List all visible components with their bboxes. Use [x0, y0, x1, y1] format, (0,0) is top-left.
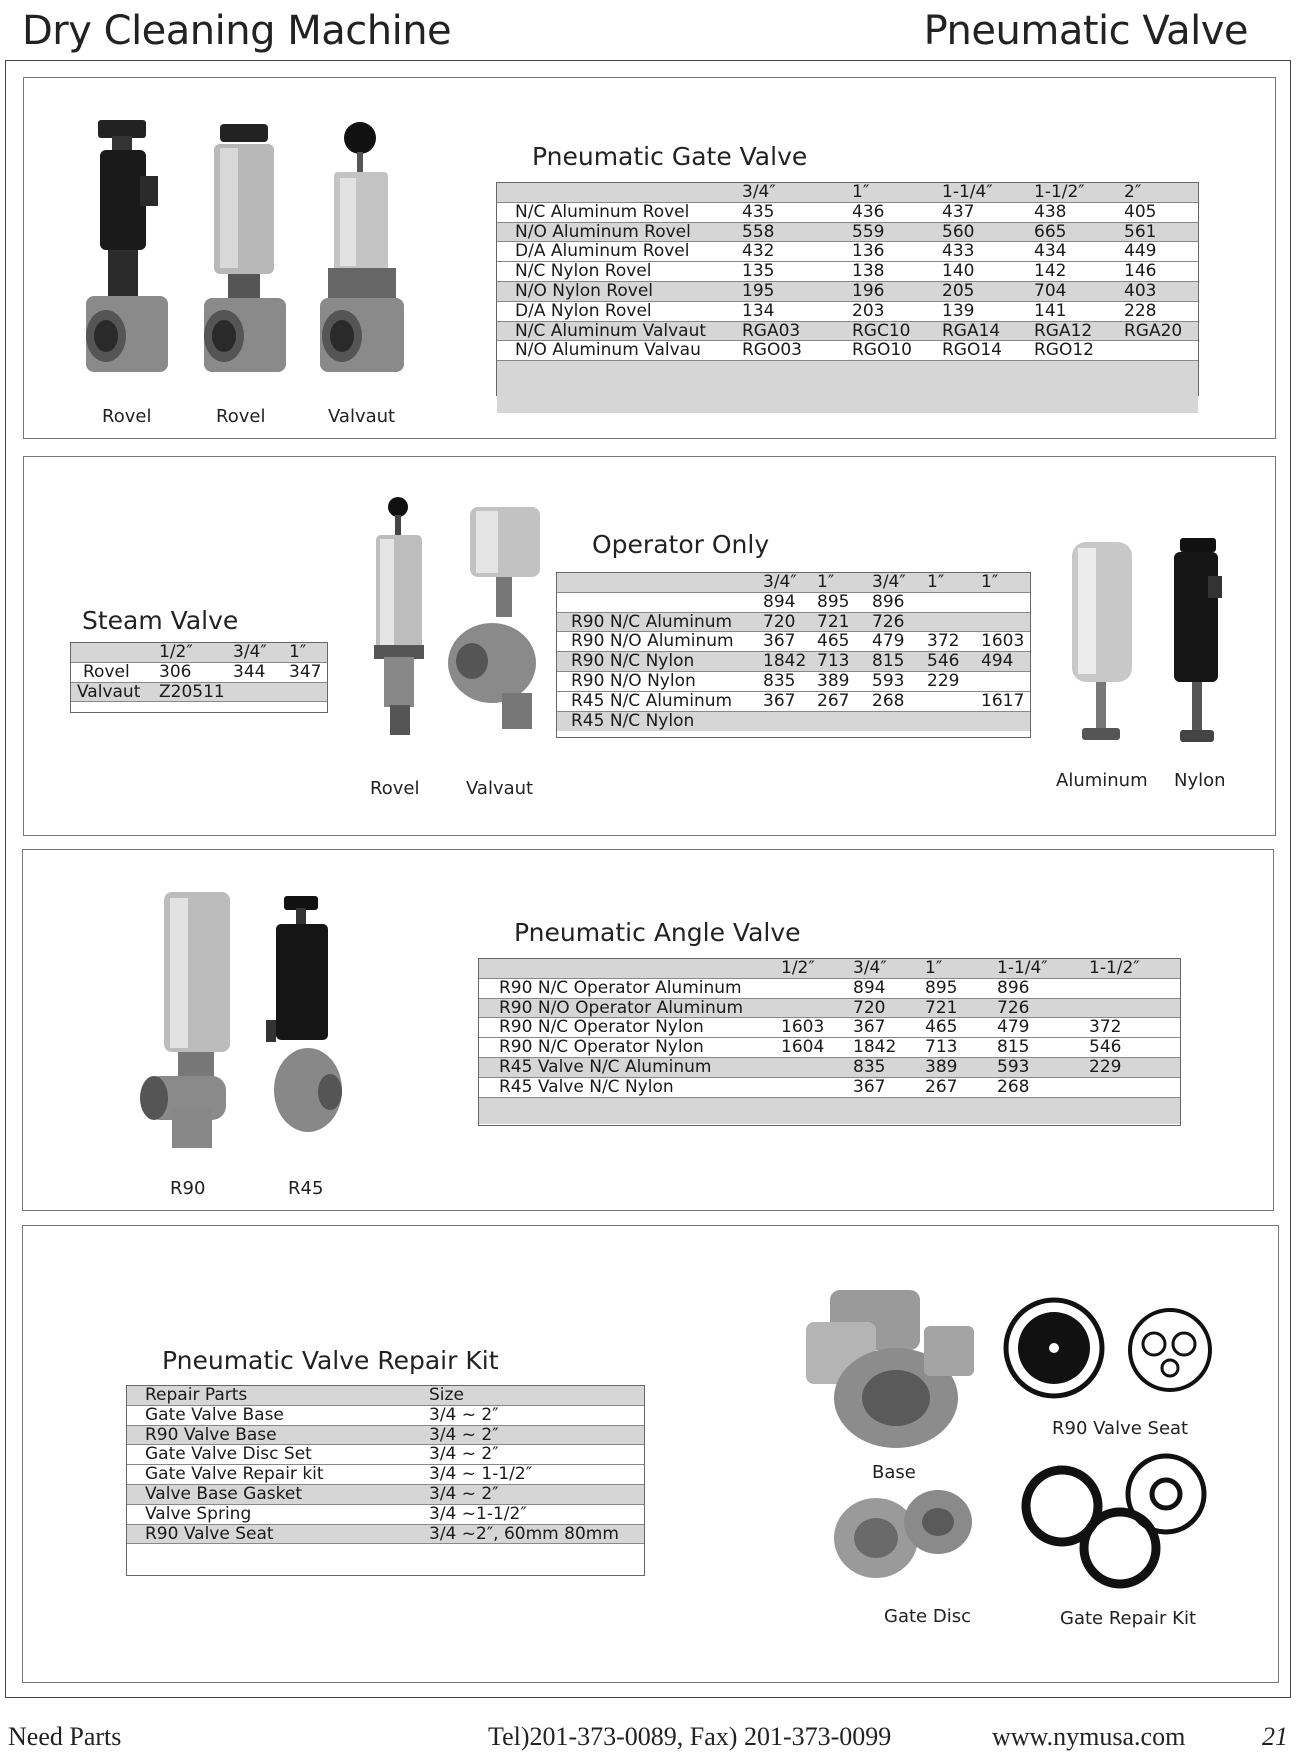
footer-need-parts: Need Parts: [8, 1722, 122, 1751]
operator-only-table: [556, 572, 1031, 738]
table-header-row: 1/2″ 3/4″ 1″ 1-1/4″ 1-1/2″: [479, 959, 1180, 979]
table-row: R90 N/C Operator Aluminum 894 895 896: [479, 979, 1180, 999]
repair-caption-r90-valve-seat: R90 Valve Seat: [1052, 1418, 1189, 1439]
table-row: Valve Base Gasket 3/4 ~ 2″: [127, 1485, 644, 1505]
table-row: R90 N/C Operator Nylon 1603 367 465 479 372: [479, 1018, 1180, 1038]
section-title: Pneumatic Valve: [923, 8, 1248, 54]
table-row: R90 N/C Operator Nylon 1604 1842 713 815 546: [479, 1038, 1180, 1058]
page-number: 21: [1262, 1722, 1288, 1751]
gate-caption-3: Valvaut: [328, 406, 396, 427]
r45-angle-valve-image: [262, 894, 348, 1156]
table-row: Gate Valve Repair kit 3/4 ~ 1-1/2″: [127, 1465, 644, 1485]
repair-caption-base: Base: [872, 1462, 916, 1483]
table-row: R45 N/C Nylon: [557, 712, 1030, 732]
table-row: R90 Valve Base 3/4 ~ 2″: [127, 1426, 644, 1446]
table-row: D/A Nylon Rovel 134 203 139 141 228: [497, 302, 1198, 322]
table-row: 894 895 896: [557, 593, 1030, 613]
repair-kit-title: Pneumatic Valve Repair Kit: [162, 1346, 499, 1375]
table-row: R90 N/O Aluminum 367 465 479 372 1603: [557, 632, 1030, 652]
rovel-gate-valve-image-2: [194, 118, 294, 398]
table-footer-row: [497, 361, 1198, 413]
table-row: R90 N/C Nylon 1842 713 815 546 494: [557, 652, 1030, 672]
table-row: R45 N/C Aluminum 367 267 268 1617: [557, 692, 1030, 712]
repair-caption-gate-repair-kit: Gate Repair Kit: [1060, 1608, 1197, 1629]
valvaut-gate-valve-image: [312, 118, 412, 398]
table-header-row: 3/4″ 1″ 3/4″ 1″ 1″: [557, 573, 1030, 593]
table-row: R90 N/O Nylon 835 389 593 229: [557, 672, 1030, 692]
angle-caption-r90: R90: [170, 1178, 206, 1199]
table-row: R90 N/C Aluminum 720 721 726: [557, 613, 1030, 633]
table-row: Rovel 306 344 347: [71, 663, 327, 683]
table-row: R45 Valve N/C Aluminum 835 389 593 229: [479, 1058, 1180, 1078]
table-header-row: 1/2″ 3/4″ 1″: [71, 643, 327, 663]
operator-only-title: Operator Only: [592, 530, 770, 559]
table-row: N/O Nylon Rovel 195 196 205 704 403: [497, 282, 1198, 302]
angle-caption-r45: R45: [288, 1178, 324, 1199]
table-header-row: 3/4″ 1″ 1-1/4″ 1-1/2″ 2″: [497, 183, 1198, 203]
repair-kit-table: [126, 1385, 645, 1576]
aluminum-operator-image: [1068, 538, 1140, 750]
table-header-row: Repair Parts Size: [127, 1386, 644, 1406]
valvaut-steam-valve-image: [446, 503, 556, 733]
table-row: Gate Valve Base 3/4 ~ 2″: [127, 1406, 644, 1426]
gate-repair-kit-image: [1022, 1452, 1222, 1592]
table-row: Valvaut Z20511: [71, 683, 327, 703]
angle-valve-table: [478, 958, 1181, 1126]
table-row: Valve Spring 3/4 ~1-1/2″: [127, 1505, 644, 1525]
gate-caption-1: Rovel: [102, 406, 152, 427]
gate-caption-2: Rovel: [216, 406, 266, 427]
r90-valve-seat-image: [1004, 1296, 1224, 1400]
table-row: N/C Aluminum Rovel 435 436 437 438 405: [497, 203, 1198, 223]
gate-valve-table: [496, 182, 1199, 396]
angle-valve-title: Pneumatic Angle Valve: [514, 918, 801, 947]
table-row: N/O Aluminum Valvau RGO03 RGO10 RGO14 RGO12: [497, 341, 1198, 361]
rovel-steam-valve-image: [370, 495, 440, 743]
table-row: N/C Nylon Rovel 135 138 140 142 146: [497, 262, 1198, 282]
table-footer-row: [479, 1098, 1180, 1124]
gate-valve-title: Pneumatic Gate Valve: [532, 142, 808, 171]
gate-disc-image: [830, 1486, 980, 1582]
operator-caption-aluminum: Aluminum: [1056, 770, 1148, 791]
page-title: Dry Cleaning Machine: [22, 8, 452, 54]
table-row: D/A Aluminum Rovel 432 136 433 434 449: [497, 242, 1198, 262]
steam-caption-rovel: Rovel: [370, 778, 420, 799]
rovel-gate-valve-image-1: [78, 118, 176, 398]
table-row: R90 N/O Operator Aluminum 720 721 726: [479, 999, 1180, 1019]
valve-base-image: [800, 1286, 980, 1458]
steam-valve-table: [70, 642, 328, 713]
table-row: N/O Aluminum Rovel 558 559 560 665 561: [497, 223, 1198, 243]
footer-contact: Tel)201-373-0089, Fax) 201-373-0099: [488, 1722, 892, 1751]
operator-caption-nylon: Nylon: [1174, 770, 1226, 791]
r90-angle-valve-image: [136, 886, 246, 1156]
table-row: N/C Aluminum Valvaut RGA03 RGC10 RGA14 RGA12 RGA20: [497, 322, 1198, 342]
footer-website: www.nymusa.com: [992, 1722, 1186, 1751]
table-row: Gate Valve Disc Set 3/4 ~ 2″: [127, 1445, 644, 1465]
steam-caption-valvaut: Valvaut: [466, 778, 534, 799]
steam-valve-title: Steam Valve: [82, 606, 239, 635]
table-row: R45 Valve N/C Nylon 367 267 268: [479, 1078, 1180, 1098]
table-row: R90 Valve Seat 3/4 ~2″, 60mm 80mm: [127, 1525, 644, 1545]
repair-caption-gate-disc: Gate Disc: [884, 1606, 971, 1627]
nylon-operator-image: [1168, 536, 1228, 752]
